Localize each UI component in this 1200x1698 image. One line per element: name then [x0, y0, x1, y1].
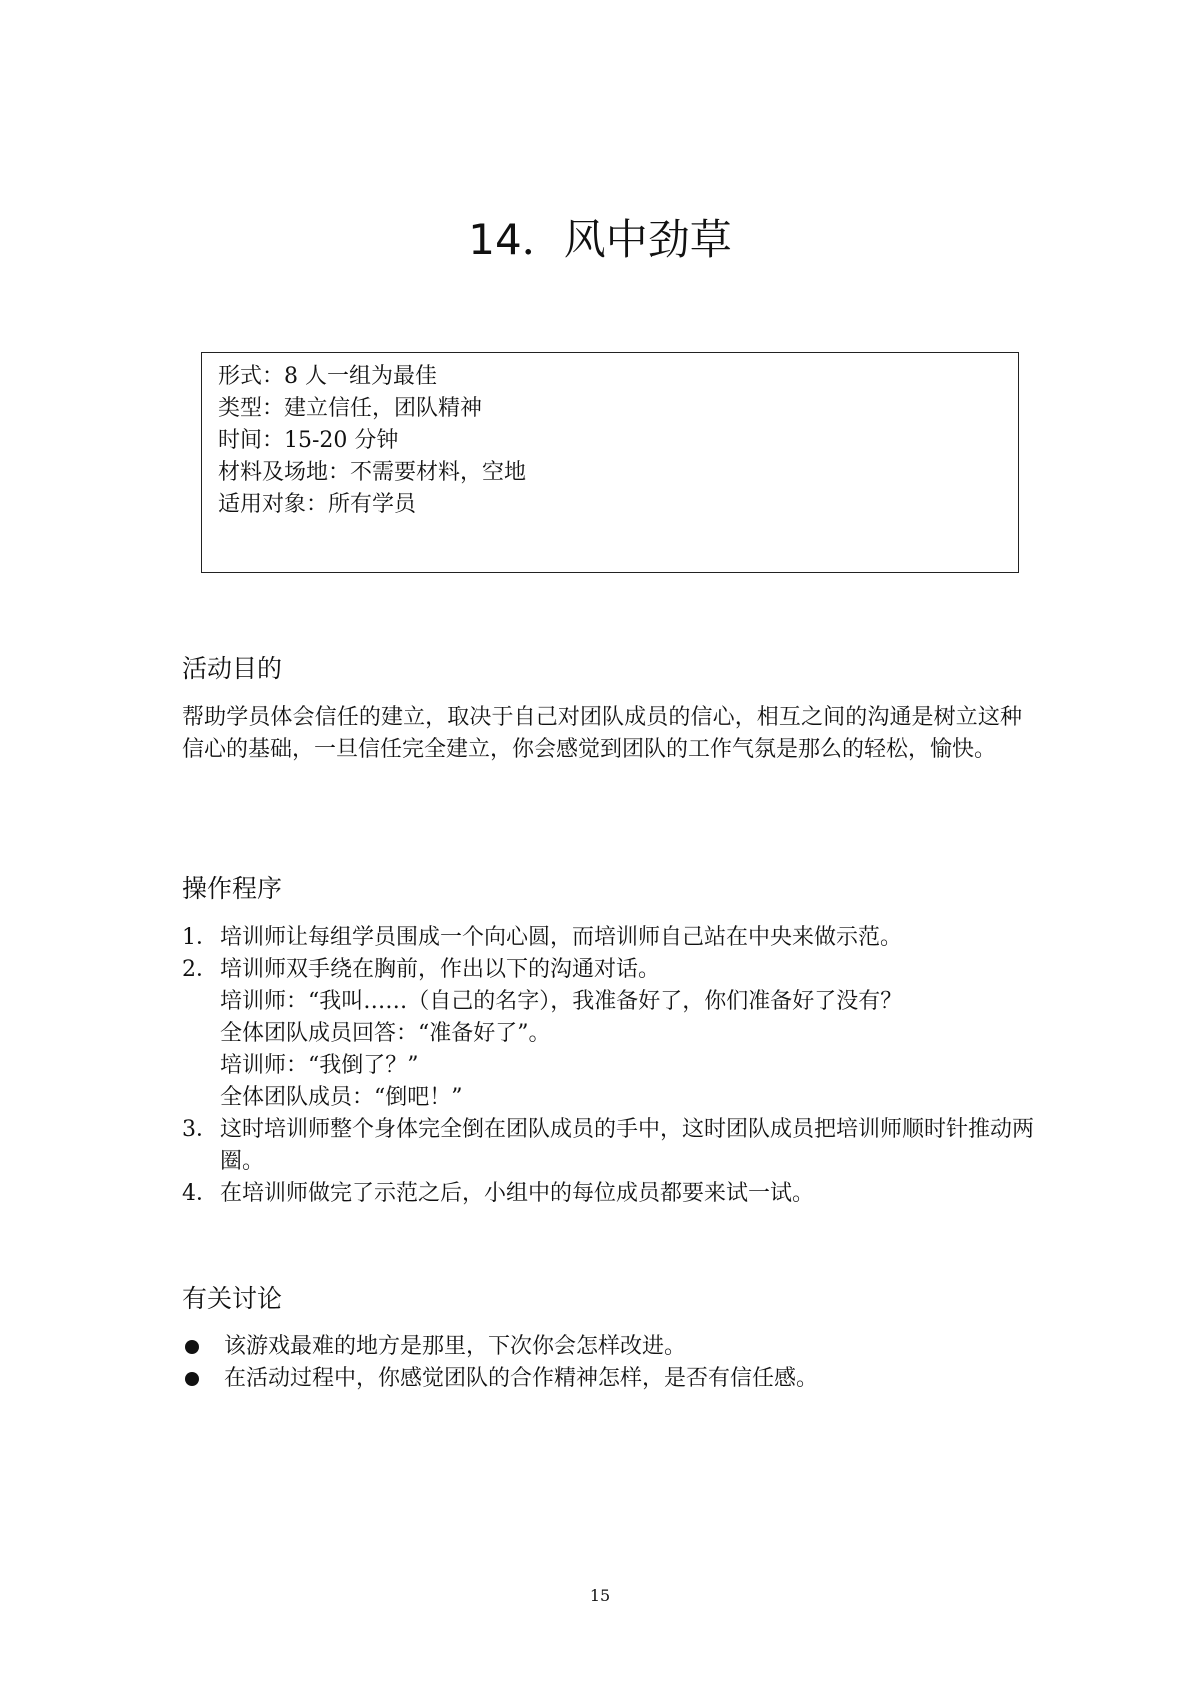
info-audience: 适用对象：所有学员	[218, 492, 417, 517]
procedure-step	[182, 1114, 1042, 1178]
list-item	[182, 1331, 1042, 1363]
info-time: 时间：15-20 分钟	[218, 428, 399, 453]
procedure-step	[182, 954, 1042, 986]
step-text: 在培训师做完了示范之后，小组中的每位成员都要来试一试。	[220, 1181, 815, 1206]
procedure-step	[182, 922, 1042, 954]
discussion-heading: 有关讨论	[182, 1284, 283, 1313]
step-text: 培训师让每组学员围成一个向心圆，而培训师自己站在中央来做示范。	[220, 925, 903, 950]
list-item	[182, 1363, 1042, 1395]
bullet-icon	[185, 1340, 199, 1354]
step-number: 2．	[182, 957, 218, 982]
step-text: 培训师双手绕在胸前，作出以下的沟通对话。	[220, 957, 661, 982]
procedure-step	[182, 1178, 1042, 1210]
discussion-list	[182, 1331, 1042, 1395]
dialogue-line: 培训师：“我叫……（自己的名字），我准备好了，你们准备好了没有？	[220, 989, 903, 1014]
purpose-paragraph: 帮助学员体会信任的建立，取决于自己对团队成员的信心，相互之间的沟通是树立这种信心的基础，一旦信任完全建立，你会感觉到团队的工作气氛是那么的轻松，愉快。	[182, 705, 1022, 762]
procedure-steps	[182, 922, 1042, 1210]
procedure-heading: 操作程序	[182, 874, 283, 903]
step-number: 4．	[182, 1181, 218, 1206]
purpose-heading: 活动目的	[182, 654, 283, 683]
info-format: 形式：8 人一组为最佳	[218, 364, 437, 389]
info-box	[201, 352, 1019, 573]
dialogue-line: 全体团队成员：“倒吧！”	[220, 1085, 463, 1110]
list-item-text: 该游戏最难的地方是那里，下次你会怎样改进。	[224, 1334, 687, 1359]
step-number: 3．	[182, 1117, 218, 1142]
info-type: 类型：建立信任，团队精神	[218, 396, 483, 421]
step-text: 这时培训师整个身体完全倒在团队成员的手中，这时团队成员把培训师顺时针推动两圈。	[220, 1117, 1035, 1174]
step-number: 1．	[182, 925, 218, 950]
dialogue-line: 培训师：“我倒了？”	[220, 1053, 419, 1078]
page-title: 14．风中劲草	[468, 215, 732, 264]
bullet-icon	[185, 1372, 199, 1386]
list-item-text: 在活动过程中，你感觉团队的合作精神怎样，是否有信任感。	[224, 1366, 819, 1391]
info-materials: 材料及场地：不需要材料，空地	[218, 460, 527, 485]
dialogue-line: 全体团队成员回答：“准备好了”。	[220, 1021, 551, 1046]
page-number: 15	[589, 1586, 611, 1605]
